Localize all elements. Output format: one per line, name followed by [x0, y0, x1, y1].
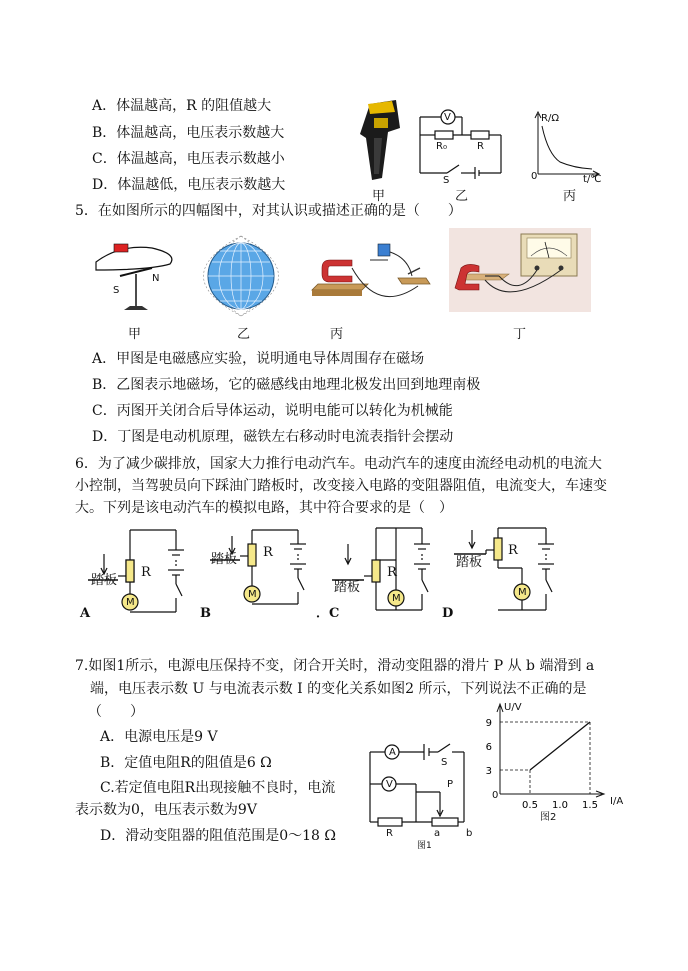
q5-fig-label-jia: 甲: [128, 327, 142, 342]
q6-b-r-label: R: [263, 545, 273, 560]
q5-option-b: B．乙图表示地磁场，它的磁感线由地理北极发出回到地理南极: [92, 377, 481, 393]
q4-option-b: B．体温越高，电压表示数越大: [92, 125, 285, 141]
q4-r-label: R: [477, 141, 484, 152]
q4-graph-origin: 0: [531, 171, 538, 182]
q6-b-motor-label: M: [248, 589, 257, 600]
q7-fig1-b-label: b: [466, 828, 473, 839]
q4-r0-label: R₀: [436, 141, 447, 152]
q7-fig1-a-label: a: [434, 828, 441, 839]
q4-fig-label-bing: 丙: [563, 189, 577, 204]
q7-fig2-ylabel: U/V: [504, 702, 522, 713]
q6-stem-line-3: 大。下列是该电动汽车的模拟电路，其中符合要求的是（ ）: [75, 500, 453, 516]
q7-option-b: B．定值电阻R的阻值是6 Ω: [100, 755, 272, 771]
q7-fig2-caption: 图2: [540, 812, 557, 823]
q7-stem-line-3: （ ）: [88, 704, 144, 720]
x-tick-label: 1.0: [552, 800, 568, 811]
q6-stem-line-1: 6．为了减少碳排放，国家大力推行电动汽车。电动汽车的速度由流经电动机的电流大: [75, 456, 602, 472]
q6-option-a[interactable]: A: [80, 606, 91, 621]
q5-fig-label-bing: 丙: [330, 327, 344, 342]
q4-option-d: D．体温越低，电压表示数越大: [92, 177, 286, 193]
q6-circuit-b: [210, 524, 315, 616]
q4-option-a: A．体温越高，R 的阻值越大: [92, 98, 272, 114]
q5-option-a: A．甲图是电磁感应实验，说明通电导体周围存在磁场: [92, 351, 425, 367]
q4-graph-ylabel: R/Ω: [541, 113, 559, 124]
q7-fig1-p-label: P: [447, 779, 454, 790]
series-line: [530, 722, 590, 770]
q7-fig2-xlabel: I/A: [610, 796, 624, 807]
q6-c-motor-label: M: [392, 593, 401, 604]
q5-fig-jia-s-label: S: [113, 285, 120, 296]
q6-c-r-label: R: [387, 565, 397, 580]
y-tick-label: 6: [485, 742, 492, 753]
q6-a-motor-label: M: [126, 597, 135, 608]
q7-fig1-ammeter-label: A: [389, 747, 396, 758]
q6-a-pedal-label: 踏板: [91, 573, 118, 588]
q5-fig-jia-n-label: N: [152, 273, 160, 284]
q7-option-c-line-1: C.若定值电阻R出现接触不良时，电流: [100, 780, 336, 796]
q7-fig1-voltmeter-label: V: [386, 779, 393, 790]
q7-fig2-origin: 0: [492, 790, 499, 801]
q5-fig-generator-experiment: [449, 228, 591, 312]
q4-voltmeter-label: V: [444, 112, 451, 123]
q7-fig1-circuit: [364, 740, 484, 832]
x-tick-label: 0.5: [522, 800, 538, 811]
q6-b-pedal-label: 踏板: [211, 552, 238, 567]
y-tick-label: 3: [485, 766, 492, 777]
q7-fig1-r-label: R: [386, 828, 393, 839]
q6-stem-line-2: 小控制，当驾驶员向下踩油门踏板时，改变接入电路的变阻器阻值，电流变大，车速变: [75, 478, 607, 494]
q6-a-r-label: R: [141, 565, 151, 580]
q7-stem-line-1: 7.如图1所示，电源电压保持不变，闭合开关时，滑动变阻器的滑片 P 从 b 端滑到 a: [75, 658, 595, 674]
q5-fig-label-ding: 丁: [513, 327, 527, 342]
q6-d-pedal-label: 踏板: [456, 555, 483, 570]
q5-stem: 5．在如图所示的四幅图中，对其认识或描述正确的是（ ）: [75, 203, 462, 219]
q5-option-d: D．丁图是电动机原理，磁铁左右移动时电流表指针会摆动: [92, 429, 454, 445]
x-tick-label: 1.5: [582, 800, 598, 811]
q7-fig1-switch-label: S: [441, 757, 448, 768]
q7-fig1-caption: 图1: [417, 841, 432, 851]
q5-option-c: C．丙图开关闭合后导体运动，说明电能可以转化为机械能: [92, 403, 453, 419]
q4-fig-label-yi: 乙: [455, 189, 469, 204]
q5-fig-oersted: [90, 240, 185, 315]
q6-d-r-label: R: [508, 543, 518, 558]
q4-fig-label-jia: 甲: [372, 189, 386, 204]
q7-fig2-u-i-graph: [485, 700, 630, 830]
q4-switch-label: S: [443, 175, 450, 186]
q4-circuit-diagram: [415, 105, 505, 180]
chart-axes: [497, 704, 604, 797]
chart-series: [530, 722, 590, 770]
q4-graph-xlabel: t/℃: [583, 174, 602, 185]
q4-option-c: C．体温越高，电压表示数越小: [92, 151, 285, 167]
q6-d-motor-label: M: [518, 587, 527, 598]
q5-fig-motor-experiment: [308, 238, 434, 314]
q6-option-d[interactable]: D: [442, 606, 454, 621]
q7-option-d: D．滑动变阻器的阻值范围是0～18 Ω: [100, 828, 337, 844]
ir-thermometer-figure: [352, 98, 402, 188]
q6-circuit-c: [330, 520, 440, 616]
chart-ticks: [486, 718, 598, 811]
q7-stem-line-2: 端，电压表示数 U 与电流表示数 I 的变化关系如图2 所示，下列说法不正确的是: [90, 681, 587, 697]
q7-option-a: A．电源电压是9 V: [100, 729, 218, 745]
q6-c-pedal-label: 踏板: [334, 580, 361, 595]
q5-fig-label-yi: 乙: [237, 327, 251, 342]
q6-option-c[interactable]: ．C: [316, 606, 340, 621]
q6-option-b[interactable]: B: [200, 606, 211, 621]
q5-fig-geomagnetic-field: [196, 232, 286, 320]
q7-option-c-line-2: 表示数为0，电压表示数为9V: [75, 802, 257, 818]
y-tick-label: 9: [485, 718, 492, 729]
